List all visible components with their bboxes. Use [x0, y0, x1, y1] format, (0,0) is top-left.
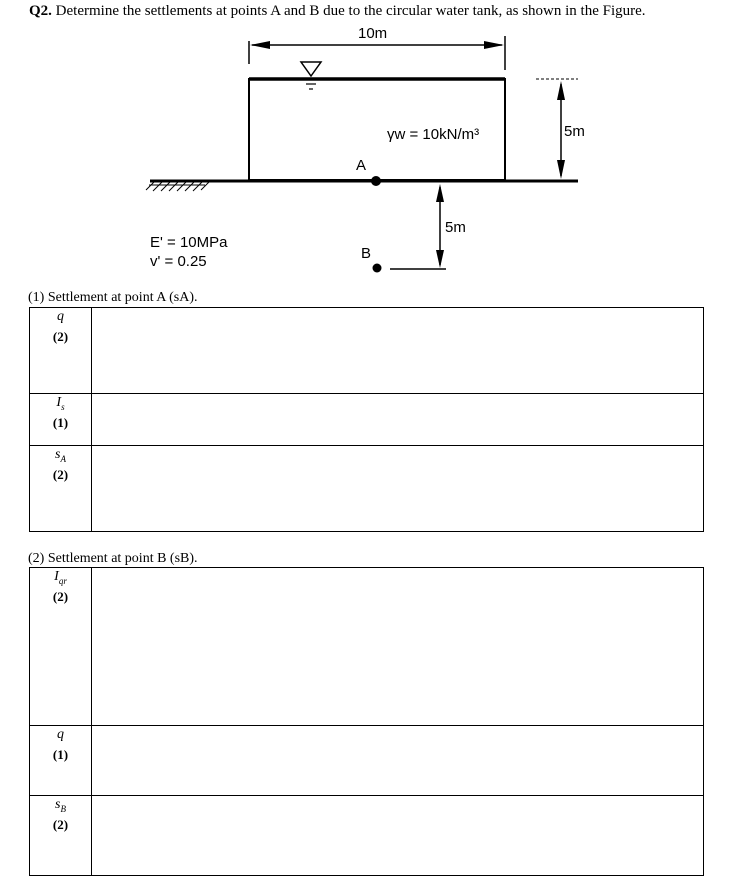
point-a-label: A — [356, 157, 367, 174]
answer-cell-q[interactable] — [92, 308, 704, 394]
point-b-marker — [373, 264, 382, 273]
water-level-icon — [301, 62, 321, 89]
table-row — [30, 394, 704, 446]
table-row — [30, 568, 704, 726]
row-label: q (2) — [30, 308, 92, 394]
part1-title: (1) Settlement at point A (sA). — [28, 290, 198, 305]
answer-cell-q2[interactable] — [92, 726, 704, 796]
depth-dimension — [390, 184, 446, 269]
row-label: $s_B$ (2) — [30, 796, 92, 876]
point-a-marker — [371, 176, 381, 186]
point-b-label: B — [361, 245, 372, 262]
part1-table — [29, 307, 704, 532]
part2-table — [29, 567, 704, 876]
modulus-label: E' = 10MPa — [150, 234, 228, 251]
table-row — [30, 796, 704, 876]
part2-title: (2) Settlement at point B (sB). — [28, 551, 198, 566]
width-label: 10m — [358, 25, 388, 42]
height-label: 5m — [564, 123, 585, 140]
unit-weight-label: γw = 10kN/m³ — [387, 126, 480, 143]
question-number: Q2. — [29, 3, 52, 19]
water-tank-figure — [0, 0, 732, 300]
answer-cell-iqr[interactable] — [92, 568, 704, 726]
answer-cell-sa[interactable] — [92, 446, 704, 532]
question-text: Determine the settlements at points A and B due to the circular water tank, as shown in the Figure. — [51, 3, 646, 19]
table-row — [30, 308, 704, 394]
depth-label: 5m — [445, 219, 466, 236]
answer-cell-is[interactable] — [92, 394, 704, 446]
table-row — [30, 446, 704, 532]
row-label: $s_A$ (2) — [30, 446, 92, 532]
answer-cell-sb[interactable] — [92, 796, 704, 876]
row-label: q (1) — [30, 726, 92, 796]
poisson-label: v' = 0.25 — [150, 253, 207, 270]
table-row — [30, 726, 704, 796]
row-label: $I_{qr}$ (2) — [30, 568, 92, 726]
row-label: $I_s$ (1) — [30, 394, 92, 446]
